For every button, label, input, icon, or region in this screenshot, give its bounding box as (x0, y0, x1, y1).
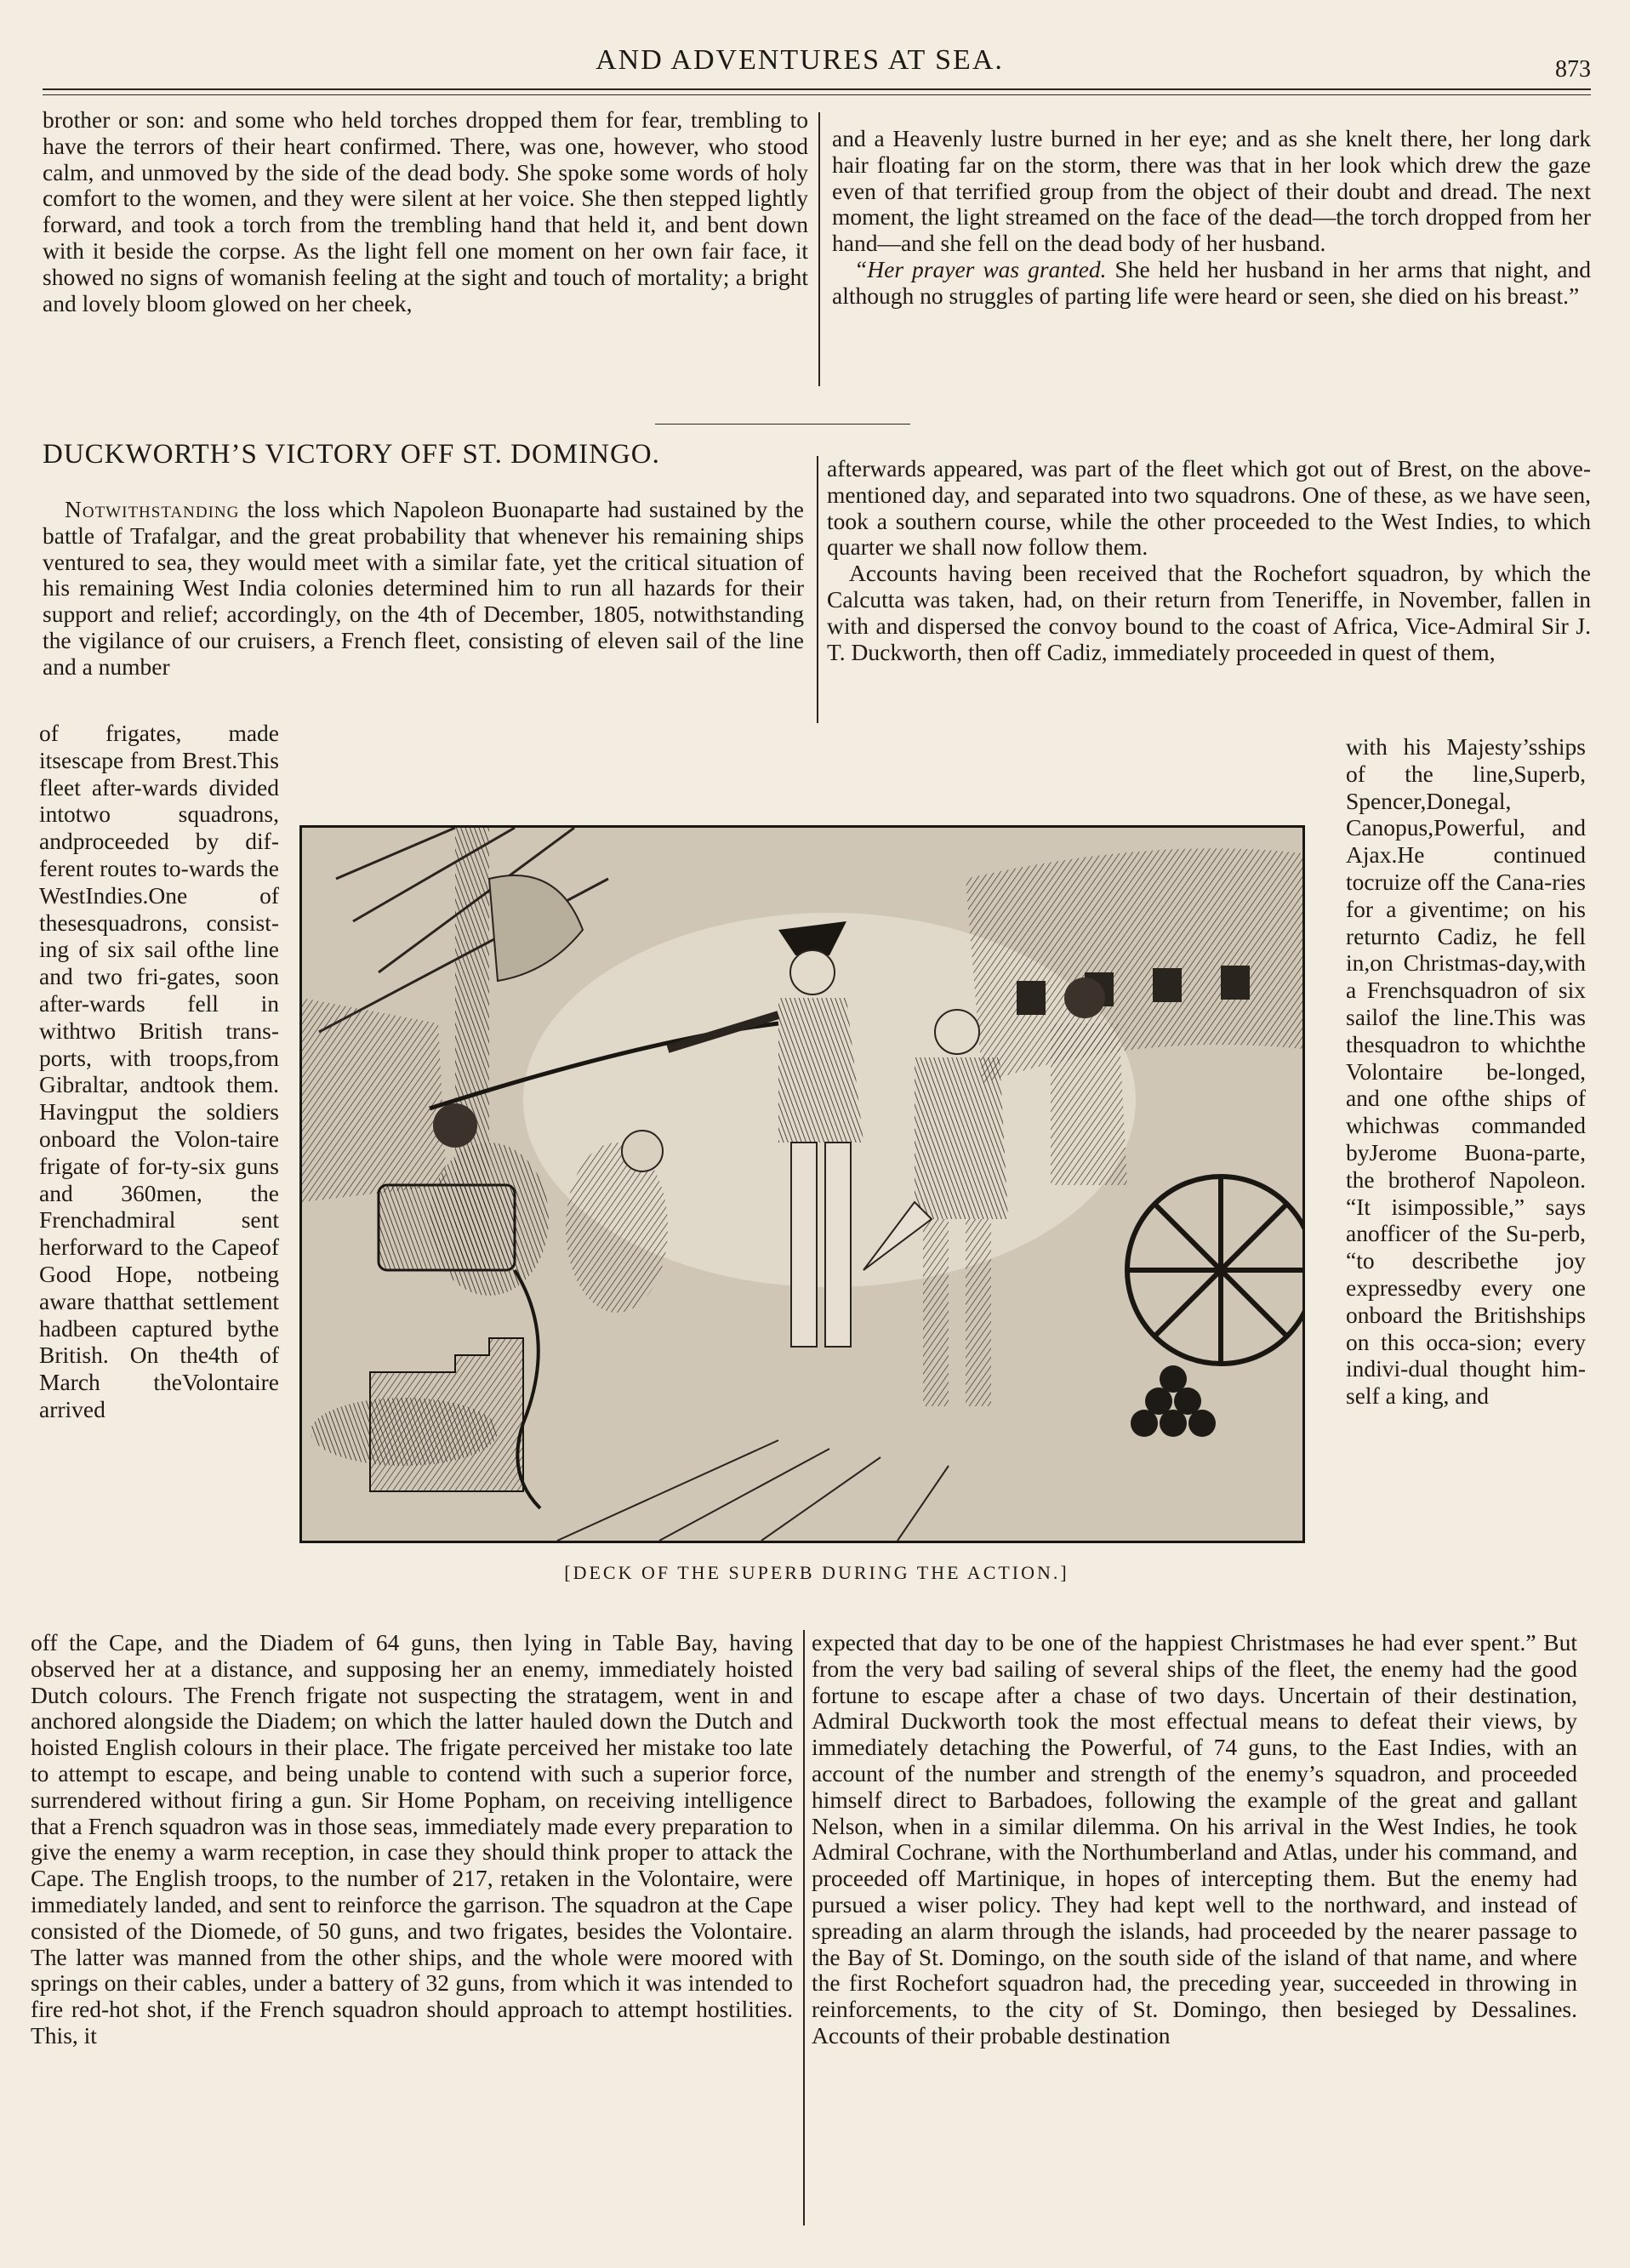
narrow-line: wards divided into (39, 773, 279, 828)
narrow-line: men, the French (39, 1179, 279, 1234)
header-rule (43, 88, 1591, 90)
narrow-line: board the Volon- (62, 1125, 238, 1152)
narrow-line: ferent routes to- (39, 854, 189, 881)
narrow-line: the joy expressed (1346, 1247, 1586, 1301)
narrow-line: squadrons, consist- (87, 909, 279, 936)
article-title: DUCKWORTH’S VICTORY OFF ST. DOMINGO. (43, 439, 660, 470)
narrow-line: gates, soon after- (39, 963, 279, 1017)
narrow-line: officer of the Su- (1367, 1220, 1539, 1247)
narrow-line: escape from Brest. (60, 746, 238, 773)
narrow-line: Donegal, Canopus, (1346, 787, 1512, 841)
narrow-line: of Napoleon. “It is (1346, 1165, 1586, 1220)
article-right-narrow (1346, 733, 1586, 1410)
narrow-line: 4th of March the (39, 1342, 279, 1396)
narrow-line: One of these (39, 881, 279, 936)
top-right-column (832, 126, 1591, 310)
narrow-line: longed, and one of (1346, 1057, 1586, 1112)
narrow-line: taire frigate of for- (39, 1125, 279, 1179)
top-right-paragraph-1: and a Heavenly lustre burned in her eye; and as she knelt there, her long dark hair floating far on the storm, there was that in her look which drew the gaze even of that terrified group from the object of their doubt and dread. The next moment, the light streamed on the face of the dead—the torch dropped from her hand—and she fell on the dead body of her husband. (832, 125, 1591, 257)
narrow-line: proceeded by dif- (72, 828, 279, 855)
narrow-line: He continued to (1346, 841, 1586, 895)
article-left-top (43, 497, 804, 681)
narrow-line: the line and two fri- (39, 936, 279, 990)
article-left-bottom (31, 1630, 793, 2049)
narrow-line: self a king, and (1346, 1382, 1490, 1410)
lead-word: Notwithstanding (65, 496, 240, 522)
narrow-line: ports, with troops, (39, 1044, 234, 1071)
narrow-line: was commanded by (1346, 1112, 1586, 1165)
narrow-line: the ships of which (1346, 1085, 1586, 1139)
top-column-divider (818, 112, 820, 386)
narrow-line: Superb, Spencer, (1346, 760, 1586, 814)
section-separator (655, 424, 910, 425)
narrow-line: Volontaire arrived (39, 1369, 279, 1422)
narrow-line: ships of the line, (1346, 733, 1586, 787)
narrow-line: on Christmas-day, (1370, 949, 1545, 977)
narrow-line: two British trans- (80, 1017, 279, 1044)
article-opening-paragraph (43, 497, 804, 681)
running-title: AND ADVENTURES AT SEA. (596, 44, 1004, 76)
narrow-line: put the soldiers on (39, 1098, 279, 1152)
narrow-line: that settlement had (39, 1287, 279, 1342)
narrow-line: This was the (1346, 1003, 1586, 1057)
narrow-line: wards fell in with (39, 989, 279, 1044)
article-right-bottom (812, 1630, 1577, 2049)
narrow-line: the Volontaire be- (1346, 1030, 1586, 1085)
narrow-line: cruize off the Cana- (1364, 868, 1553, 895)
narrow-line: with his Majesty’s (1346, 733, 1538, 760)
narrow-line: board the British (1369, 1301, 1538, 1328)
narrow-line: ty-six guns and 360 (39, 1152, 279, 1206)
right-top-paragraph-1: afterwards appeared, was part of the fleet which got out of Brest, on the above-mentioned day, and separated into two squadrons. One of these, as we have seen, took a southern course, while the other proceeded to the West Indies, to which quarter we shall now follow them. (827, 455, 1591, 561)
left-bottom-paragraph: off the Cape, and the Diadem of 64 guns, then lying in Table Bay, having observed her at a distance, and supposing her an enemy, immediately hoisted Dutch colours. The French frigate not suspecting the stratagem, went in and anchored alongside the Diadem; on which the latter hauled down the Dutch and hoisted English colours in their place. The frigate perceived her mistake too late to attempt to escape, and being unable to contend with such a superior force, surrendered without firing a gun. Sir Home Popham, on receiving intelligence that a French squadron was in those seas, immediately made every preparation to give the enemy a warm reception, in case they should think proper to attack the Cape. The English troops, to the number of 217, retaken in the Volontaire, were immediately landed, and sent to reinforce the garrison. The squadron at the Cape consisted of the Diomede, of 50 guns, and two frigates, besides the Volontaire. The latter was manned from the other ships, and the whole were moored with springs on their cables, under a battery of 32 guns, from which it was intended to fire red-hot shot, if the French squadron should approach to attempt hostilities. This, it (31, 1629, 793, 2049)
narrow-line: admiral sent her (39, 1206, 279, 1261)
article-column-divider-top (817, 456, 818, 723)
article-left-narrow (39, 720, 279, 1423)
right-bottom-paragraph: expected that day to be one of the happiest Christmases he had ever spent.” But from the very bad sailing of several ships of the fleet, the enemy had the good fortune to escape after a chase of two days. Uncertain of their destination, Admiral Duckworth took the most effectual means to defeat their views, by immediately detaching the Powerful, of 74 guns, to the East Indies, with an account of the number and strength of the enemy’s squadron, and proceeded himself direct to Barbadoes, following the example of the great and gallant Nelson, when in a similar dilemma. On his arrival in the West Indies, he took Admiral Cochrane, with the Northumberland and Atlas, under his command, and proceeded off Martinique, in hopes of intercepting them. But the enemy had pursued a wiser policy. They had kept well to the northward, and instead of spreading an alarm through the islands, had proceeded by the nearer passage to the Bay of St. Domingo, on the south side of the island of that name, and where the first Rochefort squadron had, the preceding year, succeeded in throwing in reinforcements, to the city of St. Domingo, then besieged by Dessalines. Accounts of their probable destination (812, 1629, 1577, 2049)
narrow-line: two squadrons, and (39, 801, 279, 855)
narrow-line: ing of six sail of (39, 936, 206, 963)
narrow-line: with a French (1346, 949, 1586, 1004)
right-top-paragraph-2: Accounts having been received that the Rochefort squadron, by which the Calcutta was taken, had, on their return from Teneriffe, in November, fallen in with and dispersed the convoy bound to the coast of Africa, Vice-Admiral Sir J. T. Duckworth, then off Cadiz, immediately proceeded in quest of them, (827, 560, 1591, 665)
article-right-top (827, 456, 1591, 665)
narrow-line: been captured by (72, 1314, 251, 1342)
narrow-line: parte, the brother (1346, 1138, 1586, 1193)
narrow-line: time; on his return (1346, 895, 1586, 949)
narrow-line: wards the West (39, 854, 280, 909)
opening-text: the loss which Napoleon Buonaparte had sustained by the battle of Trafalgar, and the great probability that whenever his remaining ships ventured to sea, they would meet with a similar fate, yet the critical situation of his remaining West India colonies determined him to run all hazards for their support and relief; accordingly, on the 4th of December, 1805, notwithstanding the vigilance of our cruisers, a French fleet, consisting of eleven sail of the line and a number (43, 496, 804, 680)
narrow-line: from Gibraltar, and (39, 1044, 279, 1098)
quote-italic: “Her prayer was granted. (854, 255, 1107, 282)
narrow-line: dual thought him- (1408, 1355, 1586, 1382)
engraving-svg (302, 828, 1302, 1541)
page-number: 873 (1555, 56, 1591, 83)
figure-caption: [DECK OF THE SUPERB DURING THE ACTION.] (564, 1562, 1069, 1583)
top-right-paragraph-2 (832, 257, 1591, 310)
narrow-line: Indies. (85, 881, 149, 909)
narrow-line: of Good Hope, not (39, 1234, 279, 1287)
narrow-line: Powerful, and Ajax. (1346, 814, 1586, 869)
left-ship-hull (302, 998, 447, 1202)
narrow-line: Jerome Buona- (1369, 1138, 1534, 1165)
narrow-line: forward to the Cape (69, 1234, 260, 1261)
narrow-line: squadron of six sail (1346, 977, 1586, 1030)
narrow-line: of frigates, made its (39, 720, 279, 773)
quote-rest: She held her husband in her arms that night, and although no struggles of parting life were heard or seen, she died on his breast.” (832, 255, 1591, 309)
narrow-line: by every one on (1346, 1274, 1586, 1328)
narrow-line: being aware that (39, 1260, 279, 1314)
narrow-line: This fleet after- (39, 746, 279, 801)
narrow-line: sion; every indivi- (1346, 1328, 1586, 1382)
engraving-illustration (299, 825, 1305, 1543)
top-left-column (43, 107, 808, 316)
narrow-line: the British. On the (39, 1314, 279, 1369)
narrow-line: squadron to which (1374, 1030, 1558, 1057)
narrow-line: ries for a given (1346, 868, 1586, 922)
narrow-line: ships on this occa- (1346, 1301, 1586, 1355)
article-column-divider-bottom (803, 1630, 805, 2225)
narrow-line: to Cadiz, he fell in, (1346, 922, 1586, 977)
narrow-line: perb, “to describe (1346, 1220, 1586, 1274)
narrow-line: of the line. (1378, 1003, 1495, 1030)
header-rule-thin (43, 94, 1591, 95)
top-left-paragraph: brother or son: and some who held torches dropped them for fear, trembling to have the terrors of their heart confirmed. There, was one, however, who stood calm, and unmoved by the side of the dead body. She spoke some words of holy comfort to the women, and they were silent at her voice. She then stepped lightly forward, and took a torch from the trembling hand that held it, and bent down with it beside the corpse. As the light fell one moment on her own fair face, it showed no signs of womanish feeling at the sight and touch of mortality; a bright and lovely bloom glowed on her cheek, (43, 106, 808, 316)
narrow-line: impossible,” says an (1346, 1193, 1586, 1247)
narrow-line: took them. Having (39, 1071, 279, 1125)
